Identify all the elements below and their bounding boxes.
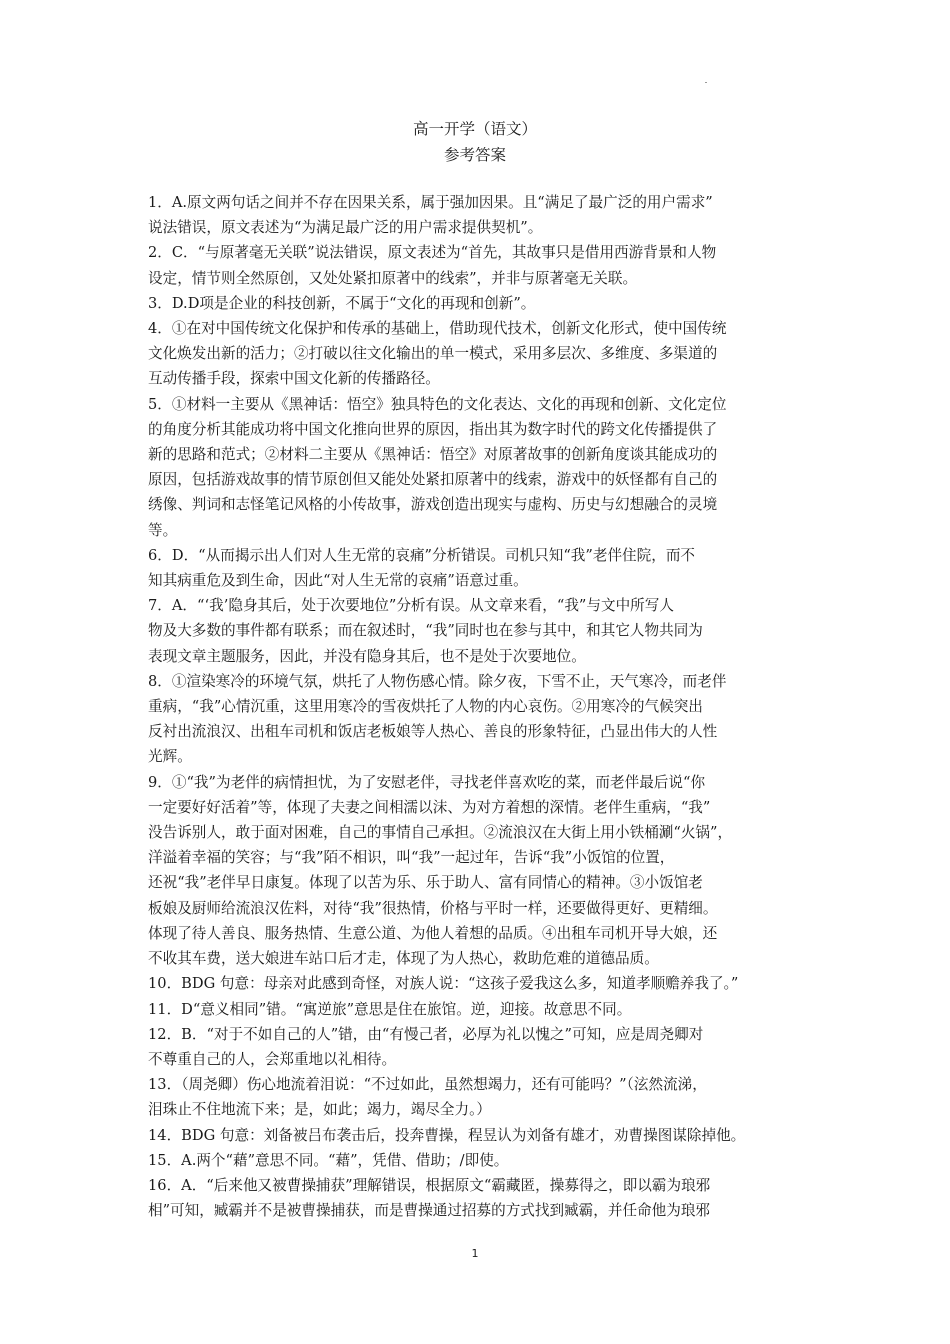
answer-line: 8．①渲染寒冷的环境气氛，烘托了人物伤感心情。除夕夜，下雪不止，天气寒冷，而老伴 (148, 672, 727, 690)
answer-line: 4．①在对中国传统文化保护和传承的基础上，借助现代技术，创新文化形式，使中国传统 (148, 320, 727, 338)
answer-line: 6．D．“从而揭示出人们对人生无常的哀痛”分析错误。司机只知“我”老伴住院，而不 (148, 546, 696, 564)
answer-line: 板娘及厨师给流浪汉佐料，对待“我”很热情，价格与平时一样，还要做得更好、更精细。 (148, 899, 718, 917)
answer-body (148, 190, 816, 1223)
answer-line: 1．A.原文两句话之间并不存在因果关系，属于强加因果。且“满足了最广泛的用户需求” (148, 194, 713, 211)
answer-line: 15．A.两个“藉”意思不同。“藉”，凭借、借助；/即使。 (148, 1151, 509, 1169)
answer-line: 16．A．“后来他又被曹操捕获”理解错误，根据原文“霸藏匿，操募得之，即以霸为琅邪 (148, 1176, 711, 1194)
page-number: 1 (471, 1247, 479, 1260)
answer-line: 13．（周尧卿）伤心地流着泪说：“不过如此，虽然想竭力，还有可能吗？”（泫然流涕， (148, 1076, 707, 1094)
answer-line: 表现文章主题服务，因此，并没有隐身其后，也不是处于次要地位。 (148, 647, 586, 665)
answer-line: 7．A．“‘我’隐身其后，处于次要地位”分析有误。从文章来看，“我”与文中所写人 (148, 597, 674, 615)
answer-line: 泪珠止不住地流下来；是，如此；竭力，竭尽全力。） (148, 1101, 491, 1119)
answer-line: 3．D.D项是企业的科技创新，不属于“文化的再现和创新”。 (148, 294, 536, 312)
answer-line: 2．C．“与原著毫无关联”说法错误，原文表述为“首先，其故事只是借用西游背景和人物 (148, 244, 717, 262)
answer-line: 重病，“我”心情沉重，这里用寒冷的雪夜烘托了人物的内心哀伤。②用寒冷的气候突出 (148, 698, 703, 716)
answer-line: 11．D“意义相同”错。“寓逆旅”意思是住在旅馆。逆，迎接。故意思不同。 (148, 1000, 632, 1018)
answer-line: 体现了待人善良、服务热情、生意公道、为他人着想的品质。④出租车司机开导大娘，还 (148, 924, 718, 942)
answer-line: 10．BDG 句意：母亲对此感到奇怪，对族人说：“这孩子爱我这么多，知道孝顺赡养我了。” (148, 975, 739, 993)
answer-line: 绣像、判词和志怪笔记风格的小传故事，游戏创造出现实与虚构、历史与幻想融合的灵境 (148, 496, 718, 514)
answer-line: 没告诉别人，敢于面对困难，自己的事情自己承担。②流浪汉在大街上用小铁桶涮“火锅”， (148, 824, 733, 842)
answer-line: 知其病重危及到生命，因此“对人生无常的哀痛”语意过重。 (148, 572, 528, 590)
document-title: 高一开学（语文） (412, 120, 537, 138)
answer-line: 9．①“我”为老伴的病情担忧，为了安慰老伴，寻找老伴喜欢吃的菜，而老伴最后说“你 (148, 773, 706, 791)
answer-line: 不尊重自己的人，会郑重地以礼相待。 (148, 1050, 397, 1068)
answer-line: 的角度分析其能成功将中国文化推向世界的原因，指出其为数字时代的跨文化传播提供了 (148, 420, 718, 438)
answer-line: 原因，包括游戏故事的情节原创但又能处处紧扣原著中的线索，游戏中的妖怪都有自己的 (148, 471, 718, 489)
answer-line: 新的思路和范式；②材料二主要从《黑神话：悟空》对原著故事的创新角度谈其能成功的 (148, 446, 718, 464)
answer-line: 物及大多数的事件都有联系；而在叙述时，“我”同时也在参与其中，和其它人物共同为 (148, 622, 703, 640)
answer-line: 说法错误，原文表述为“为满足最广泛的用户需求提供契机”。 (148, 219, 543, 237)
answer-line: 反衬出流浪汉、出租车司机和饭店老板娘等人热心、善良的形象特征，凸显出伟大的人性 (148, 723, 718, 741)
answer-line: 洋溢着幸福的笑容；与“我”陌不相识，叫“我”一起过年，告诉“我”小饭馆的位置， (148, 849, 675, 867)
answer-line: 相”可知，臧霸并不是被曹操捕获，而是曹操通过招募的方式找到臧霸，并任命他为琅邪 (148, 1202, 711, 1220)
answer-line: 互动传播手段，探索中国文化新的传播路径。 (148, 370, 440, 388)
answer-line: 等。 (148, 521, 178, 539)
answer-line: 设定，情节则全然原创，又处处紧扣原著中的线索”，并非与原著毫无关联。 (148, 269, 638, 287)
scan-speck (705, 82, 707, 83)
answer-line: 还祝“我”老伴早日康复。体现了以苦为乐、乐于助人、富有同情心的精神。③小饭馆老 (148, 874, 703, 892)
document-subtitle: 参考答案 (443, 146, 506, 164)
answer-line: 14．BDG 句意：刘备被吕布袭击后，投奔曹操，程昱认为刘备有雄才，劝曹操图谋除掉他。 (148, 1126, 746, 1144)
answer-line: 12．B．“对于不如自己的人”错，由“有慢己者，必厚为礼以愧之”可知，应是周尧卿对 (148, 1025, 704, 1043)
answer-line: 一定要好好活着”等，体现了夫妻之间相濡以沫、为对方着想的深情。老伴生重病，“我” (148, 798, 711, 816)
answer-line: 光辉。 (148, 748, 192, 766)
answer-line: 不收其车费，送大娘进车站口后才走，体现了为人热心，救助危难的道德品质。 (148, 950, 659, 968)
answer-line: 文化焕发出新的活力；②打破以往文化输出的单一模式，采用多层次、多维度、多渠道的 (148, 345, 718, 363)
answer-line: 5．①材料一主要从《黑神话：悟空》独具特色的文化表达、文化的再现和创新、文化定位 (148, 395, 727, 413)
